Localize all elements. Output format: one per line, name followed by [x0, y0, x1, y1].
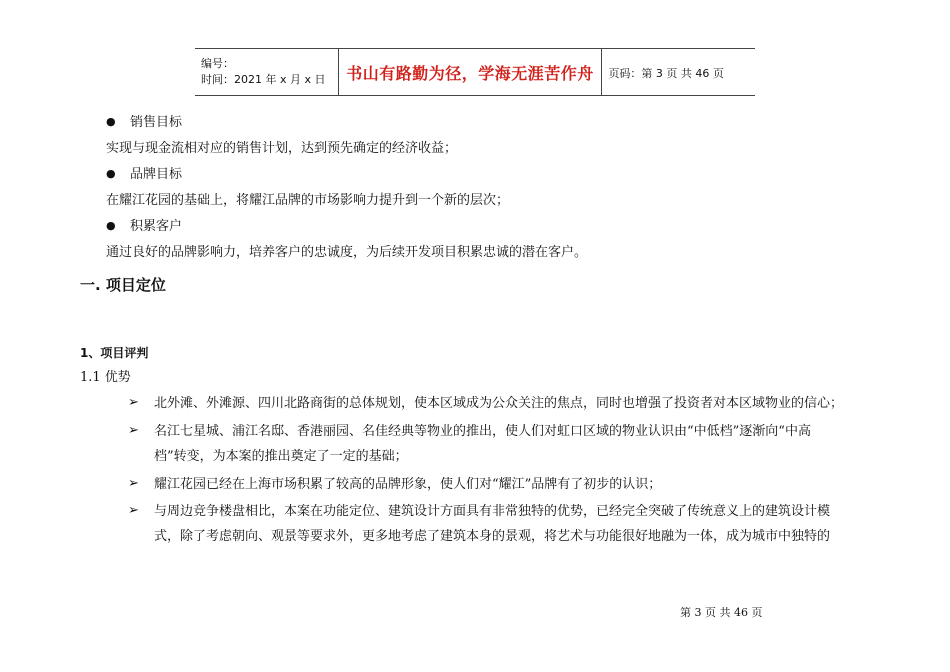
document-number-label: 编号：	[201, 57, 234, 70]
header-motto: 书山有路勤为径，学海无涯苦作舟	[346, 63, 594, 83]
header-right-cell	[602, 49, 755, 96]
section-heading: 一. 项目定位	[80, 276, 166, 294]
page-header	[195, 48, 755, 96]
header-left-cell	[195, 49, 338, 96]
goal-desc-brand: 在耀江花园的基础上，将耀江品牌的市场影响力提升到一个新的层次；	[106, 193, 510, 208]
header-motto-cell	[338, 49, 602, 96]
arrow-bullet-icon: ➢	[128, 423, 139, 438]
goal-title-brand: 品牌目标	[130, 167, 183, 182]
document-time-label: 时间：2021 年 x 月 x 日	[201, 73, 326, 86]
arrow-bullet-icon: ➢	[128, 503, 139, 518]
arrow-bullet-icon: ➢	[128, 476, 139, 491]
goal-desc-customers: 通过良好的品牌影响力，培养客户的忠诚度，为后续开发项目积累忠诚的潜在客户。	[106, 245, 588, 260]
advantage-line: 档”转变，为本案的推出奠定了一定的基础；	[154, 449, 408, 464]
subsubsection-heading: 1.1 优势	[80, 370, 131, 385]
bullet-icon: ●	[106, 115, 116, 128]
bullet-icon: ●	[106, 219, 116, 232]
advantage-line: 与周边竞争楼盘相比，本案在功能定位、建筑设计方面具有非常独特的优势，已经完全突破了传统意义上的建筑设计模	[154, 504, 831, 519]
advantage-line: 式，除了考虑朝向、观景等要求外，更多地考虑了建筑本身的景观，将艺术与功能很好地融为一体，成为城市中独特的	[154, 529, 831, 544]
goal-desc-sales: 实现与现金流相对应的销售计划，达到预先确定的经济收益；	[106, 141, 458, 156]
advantage-line: 耀江花园已经在上海市场积累了较高的品牌形象，使人们对“耀江”品牌有了初步的认识；	[154, 477, 662, 492]
subsection-heading: 1、项目评判	[80, 346, 149, 360]
page-footer: 第 3 页 共 46 页	[680, 606, 763, 619]
goal-title-customers: 积累客户	[130, 219, 183, 234]
advantage-line: 北外滩、外滩源、四川北路商街的总体规划，使本区域成为公众关注的焦点，同时也增强了投资者对本区域物业的信心；	[154, 396, 844, 411]
header-page-code: 页码：第 3 页 共 46 页	[608, 67, 724, 80]
goal-title-sales: 销售目标	[130, 115, 183, 130]
arrow-bullet-icon: ➢	[128, 395, 139, 410]
advantage-line: 名江七星城、浦江名邸、香港丽园、名佳经典等物业的推出，使人们对虹口区域的物业认识由“中低档”逐渐向“中高	[154, 424, 811, 439]
bullet-icon: ●	[106, 167, 116, 180]
